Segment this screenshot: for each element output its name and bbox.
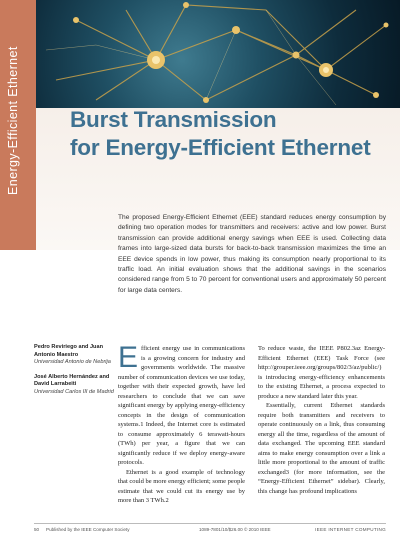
hero-image [36, 0, 400, 108]
body-paragraph: Essentially, current Ethernet standards require both transmitters and receivers to operate continuously on a link, thus consuming energy all the time, regardless of the amount of data exchanged. The upcoming EEE standard aims to make energy consumption over a link a little more proportional to the amount of traffic exchanged3 (for more information, see the “Energy-Efficient Ethernet” sidebar). Clearly, this change has profound implications [258, 402, 385, 495]
issn-line: 1089-7801/10/$26.00 © 2010 IEEE [199, 527, 271, 532]
author-list [34, 344, 114, 404]
author-affiliation-1: Universidad Antonio de Nebrija [34, 359, 111, 366]
page-number: 50 [34, 527, 40, 532]
body-column-1 [118, 341, 246, 506]
paragraph-text: fficient energy use in communications is a growing concern for industry and governments worldwide. The massive number of communication devices we use today, together with their expected growth, have led researchers to conclude that we can save significant energy by applying energy-efficiency concepts in the design of communication systems.1 Indeed, the Internet core is estimated to consume approximately 6 terawatt-hours (TWh) per year, a figure that we can significantly reduce if we deploy energy-aware protocols. [118, 345, 245, 466]
drop-cap: E [118, 341, 139, 374]
section-label: Energy-Efficient Ethernet [6, 46, 20, 195]
page-footer [34, 523, 386, 533]
author-affiliation-2: Universidad Carlos III de Madrid [34, 388, 114, 395]
neuron-network-illustration [36, 0, 400, 108]
publisher-line: Published by the IEEE Computer Society [46, 527, 130, 532]
abstract: The proposed Energy-Efficient Ethernet (EEE) standard reduces energy consumption by defining two operation modes for transmitters and receivers: active and low power. Burst transmission can provide additional energy savings when EEE is used. Collecting data frames into large-sized data bursts for back-to-back transmission maximizes the time an EEE device spends in low power, thus making its consumption nearly proportional to its traffic load. An initial evaluation shows that the additional savings in the scenarios considered range from 5 to 70 percent for conventional users and approximately 50 percent for large data centers. [118, 214, 386, 294]
section-band [0, 0, 36, 250]
body-paragraph [118, 341, 245, 468]
article-title [70, 106, 371, 162]
title-line-1: Burst Transmission [70, 107, 277, 132]
author-name-1: Pedro Reviriego and Juan Antonio Maestro [34, 344, 104, 358]
author-name-2: José Alberto Hernández and David Larrabeiti [34, 373, 110, 388]
magazine-name: IEEE INTERNET COMPUTING [315, 527, 386, 532]
title-line-2: for Energy-Efficient Ethernet [70, 135, 371, 160]
body-paragraph: Ethernet is a good example of technology that could be more energy efficient; some people estimate that we could cut its energy use by more than 3 TWh.2 [118, 468, 246, 504]
body-column-2 [258, 344, 385, 496]
body-paragraph: To reduce waste, the IEEE P802.3az Energy-Efficient Ethernet (EEE) Task Force (see http://grouper.ieee.org/groups/802/3/az/public/) is introducing energy-efficiency enhancements to the existing Ethernet, a process expected to produce a new standard later this year. [258, 345, 385, 400]
